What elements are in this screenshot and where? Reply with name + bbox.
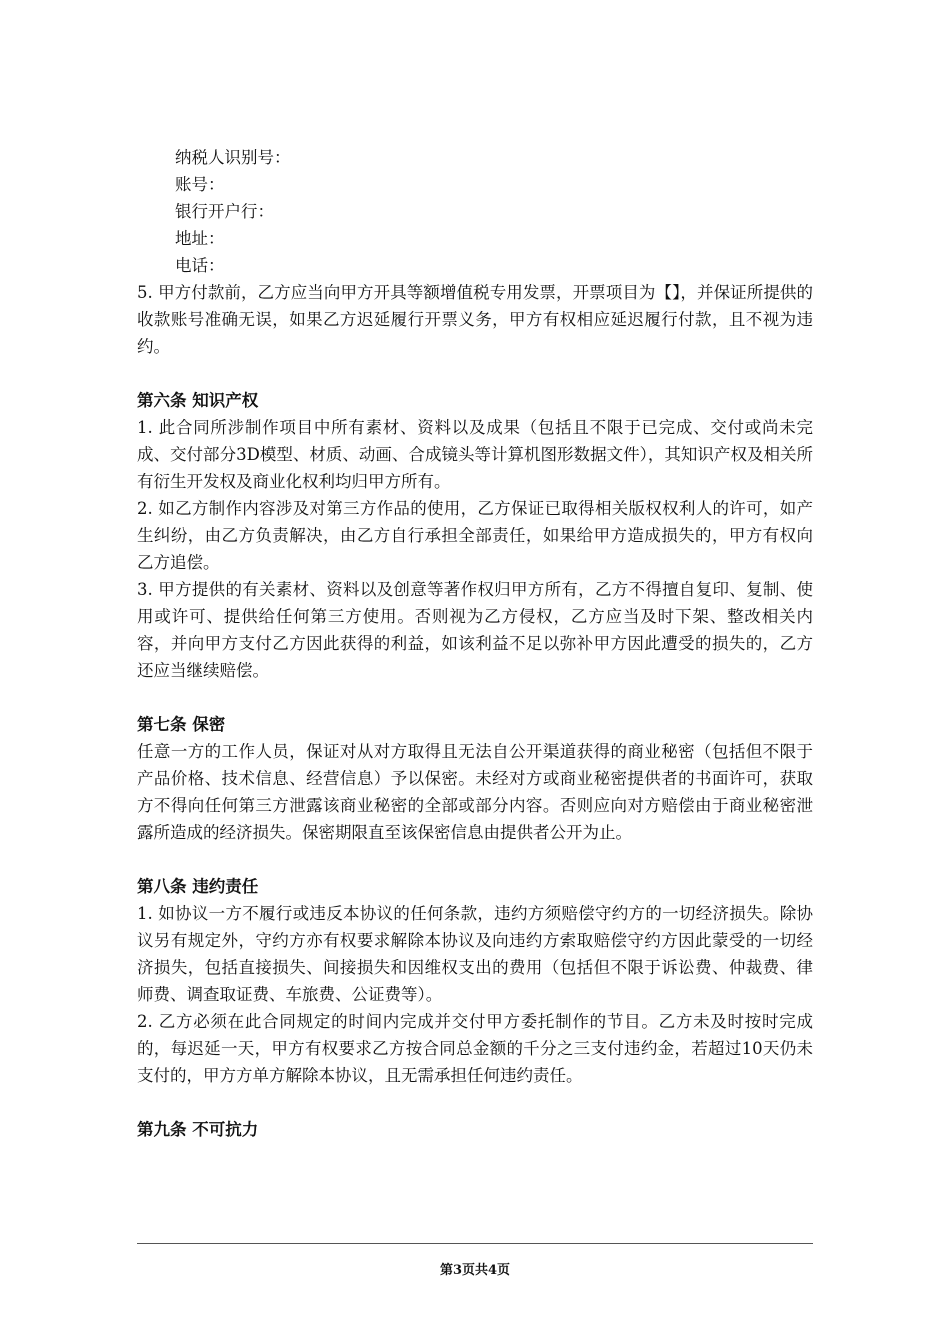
section-7-body: 任意一方的工作人员，保证对从对方取得且无法自公开渠道获得的商业秘密（包括但不限于产品价格、技术信息、经营信息）予以保密。未经对方或商业秘密提供者的书面许可，获取方不得向任何第三方泄露该商业秘密的全部或部分内容。否则应向对方赔偿由于商业秘密泄露所造成的经济损失。保密期限直至该保密信息由提供者公开为止。 — [137, 742, 813, 842]
section-8-title: 第八条 违约责任 — [137, 877, 259, 896]
section-6-title: 第六条 知识产权 — [137, 391, 259, 410]
phone-label: 电话： — [175, 256, 225, 275]
page-indicator: 第3页共4页 — [439, 1263, 511, 1278]
payment-clause-item-5: 5. 甲方付款前，乙方应当向甲方开具等额增值税专用发票，开票项目为【】，并保证所提供的收款账号准确无误，如果乙方迟延履行开票义务，甲方有权相应延迟履行付款，且不视为违约。 — [137, 283, 813, 356]
account-label: 账号： — [175, 175, 225, 194]
bank-label: 银行开户行： — [175, 202, 274, 221]
address-label: 地址： — [175, 229, 225, 248]
section-8-item-1: 1. 如协议一方不履行或违反本协议的任何条款，违约方须赔偿守约方的一切经济损失。除协议另有规定外，守约方亦有权要求解除本协议及向违约方索取赔偿守约方因此蒙受的一切经济损失，包括直接损失、间接损失和因维权支出的费用（包括但不限于诉讼费、仲裁费、律师费、调查取证费、车旅费、公证费等）。 — [137, 904, 813, 1004]
footer-divider — [137, 1243, 813, 1244]
section-6-item-2: 2. 如乙方制作内容涉及对第三方作品的使用，乙方保证已取得相关版权权利人的许可，如产生纠纷，由乙方负责解决，由乙方自行承担全部责任，如果给甲方造成损失的，甲方有权向乙方追偿。 — [137, 499, 813, 572]
section-6-item-3: 3. 甲方提供的有关素材、资料以及创意等著作权归甲方所有，乙方不得擅自复印、复制、使用或许可、提供给任何第三方使用。否则视为乙方侵权，乙方应当及时下架、整改相关内容，并向甲方支付乙方因此获得的利益，如该利益不足以弥补甲方因此遭受的损失的，乙方还应当继续赔偿。 — [137, 580, 813, 680]
taxpayer-id-label: 纳税人识别号： — [175, 148, 291, 167]
section-6-item-1: 1. 此合同所涉制作项目中所有素材、资料以及成果（包括且不限于已完成、交付或尚未完成、交付部分3D模型、材质、动画、合成镜头等计算机图形数据文件），其知识产权及相关所有衍生开发权及商业化权利均归甲方所有。 — [137, 418, 813, 491]
document-body — [137, 144, 813, 1143]
section-9-title: 第九条 不可抗力 — [137, 1120, 259, 1139]
bank-info-block — [137, 144, 813, 279]
section-7-title: 第七条 保密 — [137, 715, 226, 734]
section-8-item-2: 2. 乙方必须在此合同规定的时间内完成并交付甲方委托制作的节目。乙方未及时按时完成的，每迟延一天，甲方有权要求乙方按合同总金额的千分之三支付违约金，若超过10天仍未支付的，甲方方单方解除本协议，且无需承担任何违约责任。 — [137, 1012, 813, 1085]
